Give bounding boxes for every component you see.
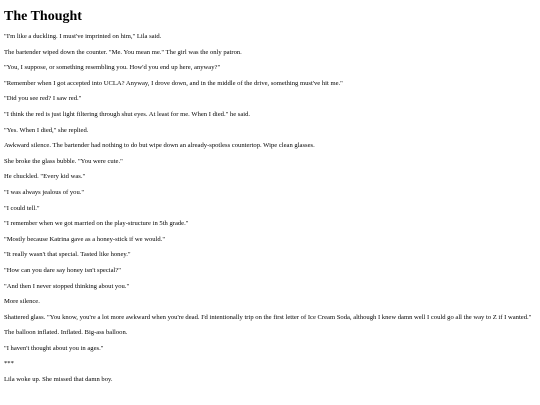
paragraph: He chuckled. "Every kid was." — [4, 173, 86, 181]
paragraph: "You, I suppose, or something resembling you. How'd you end up here, anyway?" — [4, 64, 221, 72]
paragraph: "I'm like a duckling. I must've imprinted on him," Lila said. — [4, 33, 162, 40]
paragraph: "I think the red is just light filtering through shut eyes. At least for me. When I died." he said. — [4, 110, 251, 118]
paragraph: "Mostly because Katrina gave as a honey-stick if we would." — [4, 235, 166, 243]
paragraph: "I could tell." — [4, 204, 40, 212]
paragraph: "How can you dare say honey isn't special?" — [4, 266, 121, 274]
paragraph: "It really wasn't that special. Tasted like honey." — [4, 251, 131, 259]
paragraph: More silence. — [4, 298, 40, 306]
story-title: The Thought — [4, 9, 82, 24]
paragraph: "Remember when I got accepted into UCLA? Anyway, I drove down, and in the middle of the drive, something must've hit me." — [4, 79, 343, 87]
paragraph: "Yes. When I died," she replied. — [4, 126, 89, 134]
paragraph: Awkward silence. The bartender had nothing to do but wipe down an already-spotless countertop. Wipe clean glasses. — [4, 142, 315, 150]
paragraph: Shattered glass. "You know, you're a lot more awkward when you're dead. I'd intentionally trip on the first letter of Ice Cream Soda, although I knew damn well I could go all the way to Z if I wanted." — [4, 313, 532, 321]
paragraph: "I was always jealous of you." — [4, 188, 85, 196]
paragraph: Lila woke up. She missed that damn boy. — [4, 376, 113, 384]
paragraph: She broke the glass bubble. "You were cute." — [4, 157, 123, 165]
story-body — [4, 33, 536, 384]
paragraph: The bartender wiped down the counter. "Me. You mean me." The girl was the only patron. — [4, 48, 242, 56]
paragraph: "I haven't thought about you in ages." — [4, 344, 104, 352]
paragraph: "I remember when we got married on the play-structure in 5th grade." — [4, 220, 189, 228]
paragraph: "Did you see red? I saw red." — [4, 95, 82, 103]
paragraph: The balloon inflated. Inflated. Big-ass balloon. — [4, 329, 128, 337]
paragraph: "And then I never stopped thinking about you." — [4, 282, 130, 290]
section-break: *** — [4, 360, 14, 368]
